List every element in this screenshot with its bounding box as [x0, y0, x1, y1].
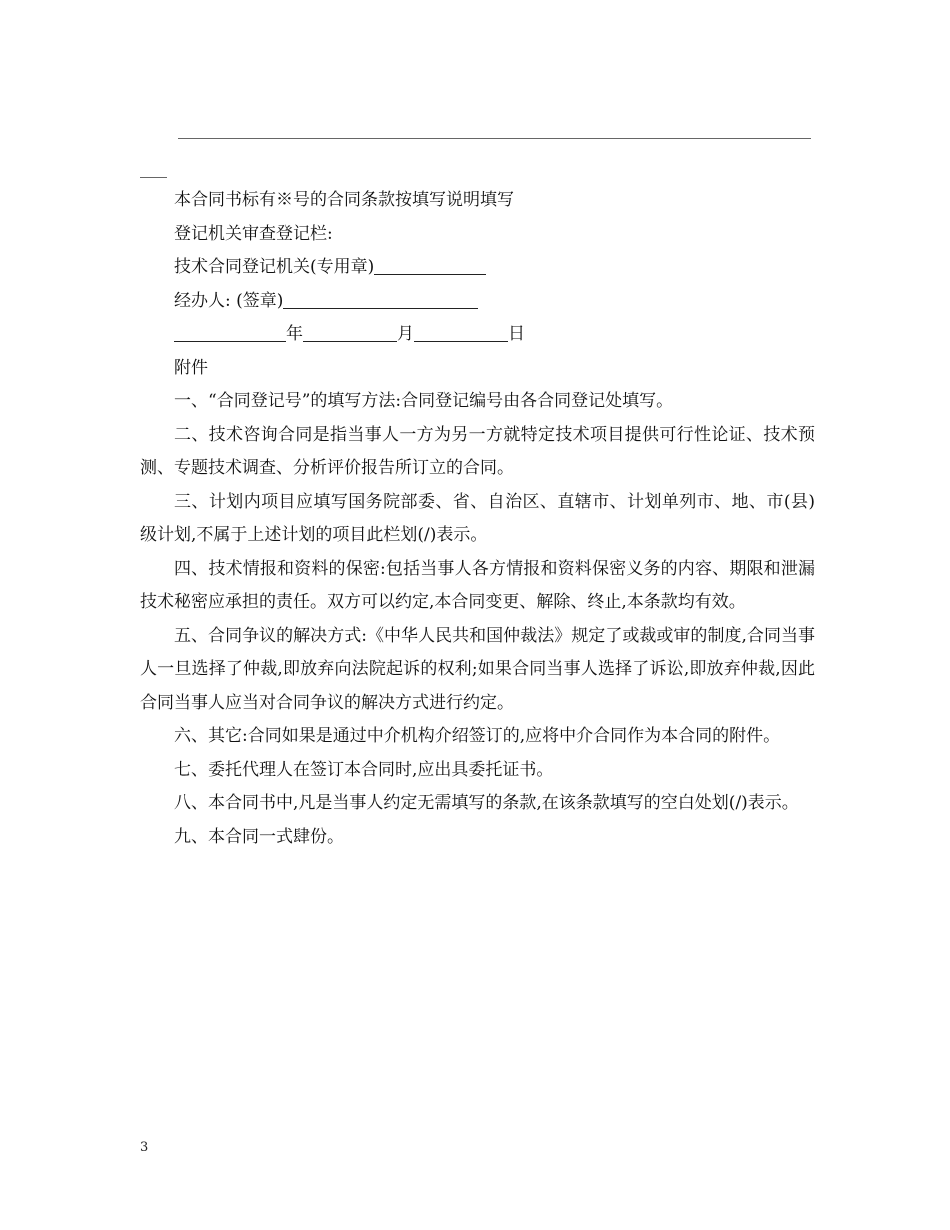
attachment-item-5: 五、合同争议的解决方式:《中华人民共和国仲裁法》规定了或裁或审的制度,合同当事人一旦选择了仲裁,即放弃向法院起诉的权利;如果合同当事人选择了诉讼,即放弃仲裁,因此合同当事人应当对合同争议的解决方式进行约定。	[140, 625, 815, 713]
attachment-item-6: 六、其它:合同如果是通过中介机构介绍签订的,应将中介合同作为本合同的附件。	[174, 726, 781, 746]
top-rule-continuation	[140, 177, 167, 178]
attachment-item-8: 八、本合同书中,凡是当事人约定无需填写的条款,在该条款填写的空白处划(/)表示。	[174, 793, 799, 813]
attachment-item-2: 二、技术咨询合同是指当事人一方为另一方就特定技术项目提供可行性论证、技术预测、专题技术调查、分析评价报告所订立的合同。	[140, 424, 815, 478]
registry-org-label: 技术合同登记机关(专用章)	[174, 257, 375, 277]
document-body	[140, 184, 815, 854]
attachment-item-7: 七、委托代理人在签订本合同时,应出具委托证书。	[174, 759, 554, 780]
handler-line	[140, 285, 815, 319]
year-blank	[174, 319, 286, 342]
year-label: 年	[286, 324, 303, 344]
handler-label: 经办人: (签章)	[174, 290, 284, 311]
day-blank	[414, 319, 508, 342]
handler-blank	[283, 286, 478, 309]
month-label: 月	[397, 324, 414, 344]
month-blank	[303, 319, 397, 342]
attachment-item-4: 四、技术情报和资料的保密:包括当事人各方情报和资料保密义务的内容、期限和泄漏技术秘密应承担的责任。双方可以约定,本合同变更、解除、终止,本条款均有效。	[140, 558, 815, 612]
attachment-item-9: 九、本合同一式肆份。	[174, 826, 344, 847]
fill-in-note: 本合同书标有※号的合同条款按填写说明填写	[174, 190, 514, 210]
attachment-item-1: 一、“合同登记号”的填写方法:合同登记编号由各合同登记处填写。	[174, 391, 674, 411]
attachment-item-3: 三、计划内项目应填写国务院部委、省、自治区、直辖市、计划单列市、地、市(县)级计划,不属于上述计划的项目此栏划(/)表示。	[140, 491, 815, 545]
registry-org-line	[140, 251, 815, 285]
top-rule	[178, 138, 811, 139]
registry-heading: 登记机关审查登记栏:	[174, 223, 333, 244]
day-label: 日	[508, 324, 525, 344]
date-line	[140, 318, 815, 352]
registry-org-blank	[374, 252, 486, 275]
page-number: 3	[140, 1140, 149, 1155]
attachment-title: 附件	[174, 357, 208, 378]
